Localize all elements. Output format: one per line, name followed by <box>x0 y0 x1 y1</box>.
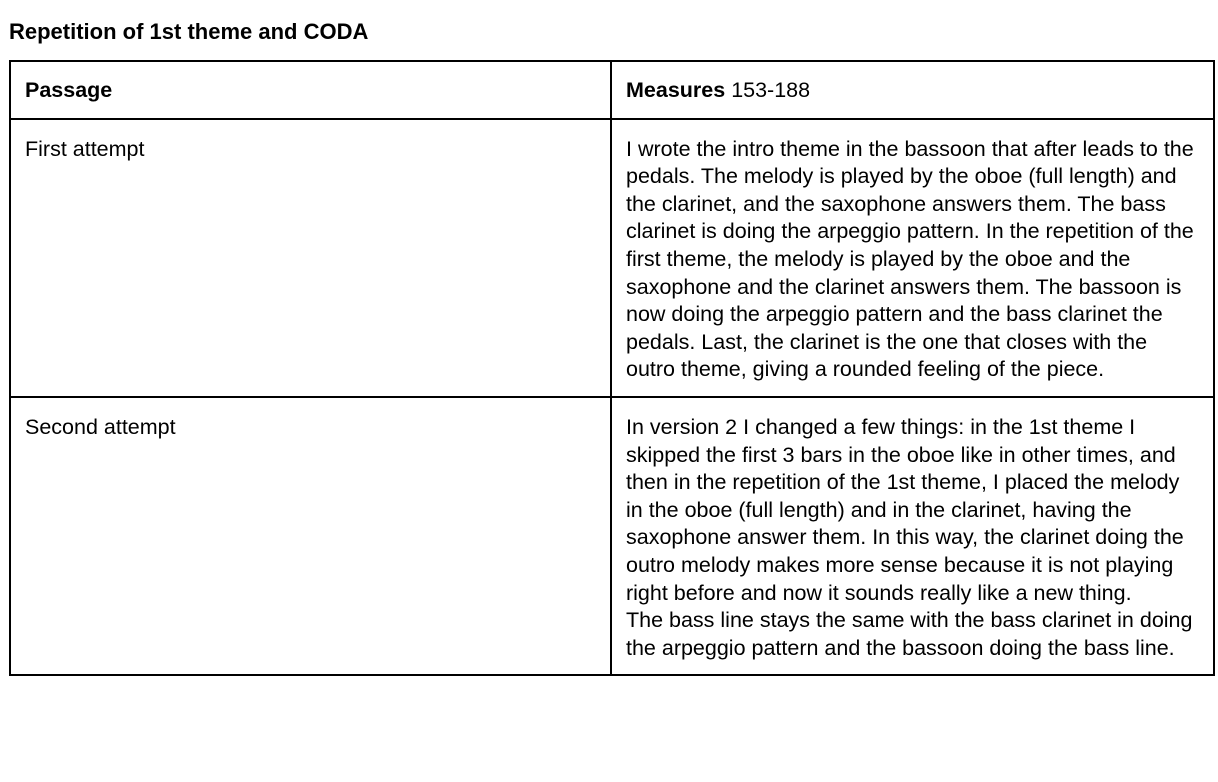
header-cell-passage <box>10 61 611 119</box>
description-paragraph: I wrote the intro theme in the bassoon that after leads to the pedals. The melody is played by the oboe (full length) and the clarinet, and the saxophone answers them. The bass clarinet is doing the arpeggio pattern. In the repetition of the first theme, the melody is played by the oboe and the saxophone and the clarinet answers them. The bassoon is now doing the arpeggio pattern and the bass clarinet the pedals. Last, the clarinet is the one that closes with the outro theme, giving a rounded feeling of the piece. <box>626 136 1194 382</box>
passage-name: First attempt <box>25 136 145 161</box>
description-cell <box>611 119 1214 397</box>
description-paragraph: The bass line stays the same with the bass clarinet in doing the arpeggio pattern and the bassoon doing the bass line. <box>626 608 1193 660</box>
description-paragraph: In version 2 I changed a few things: in the 1st theme I skipped the first 3 bars in the oboe like in other times, and then in the repetition of the 1st theme, I placed the melody in the oboe (full length) and in the clarinet, having the saxophone answer them. In this way, the clarinet doing the outro melody makes more sense because it is not playing right before and now it sounds really like a new thing. <box>626 414 1184 605</box>
measures-header-label: Measures <box>626 78 726 102</box>
table-header-row <box>10 61 1214 119</box>
passage-table <box>9 60 1215 676</box>
passage-name: Second attempt <box>25 414 176 439</box>
document-title: Repetition of 1st theme and CODA <box>9 19 369 44</box>
passage-cell <box>10 119 611 397</box>
measures-range: 153-188 <box>731 78 811 102</box>
header-cell-measures <box>611 61 1214 119</box>
table-row <box>10 119 1214 397</box>
passage-cell <box>10 397 611 675</box>
description-cell <box>611 397 1214 675</box>
passage-header-label: Passage <box>25 78 113 102</box>
table-row <box>10 397 1214 675</box>
